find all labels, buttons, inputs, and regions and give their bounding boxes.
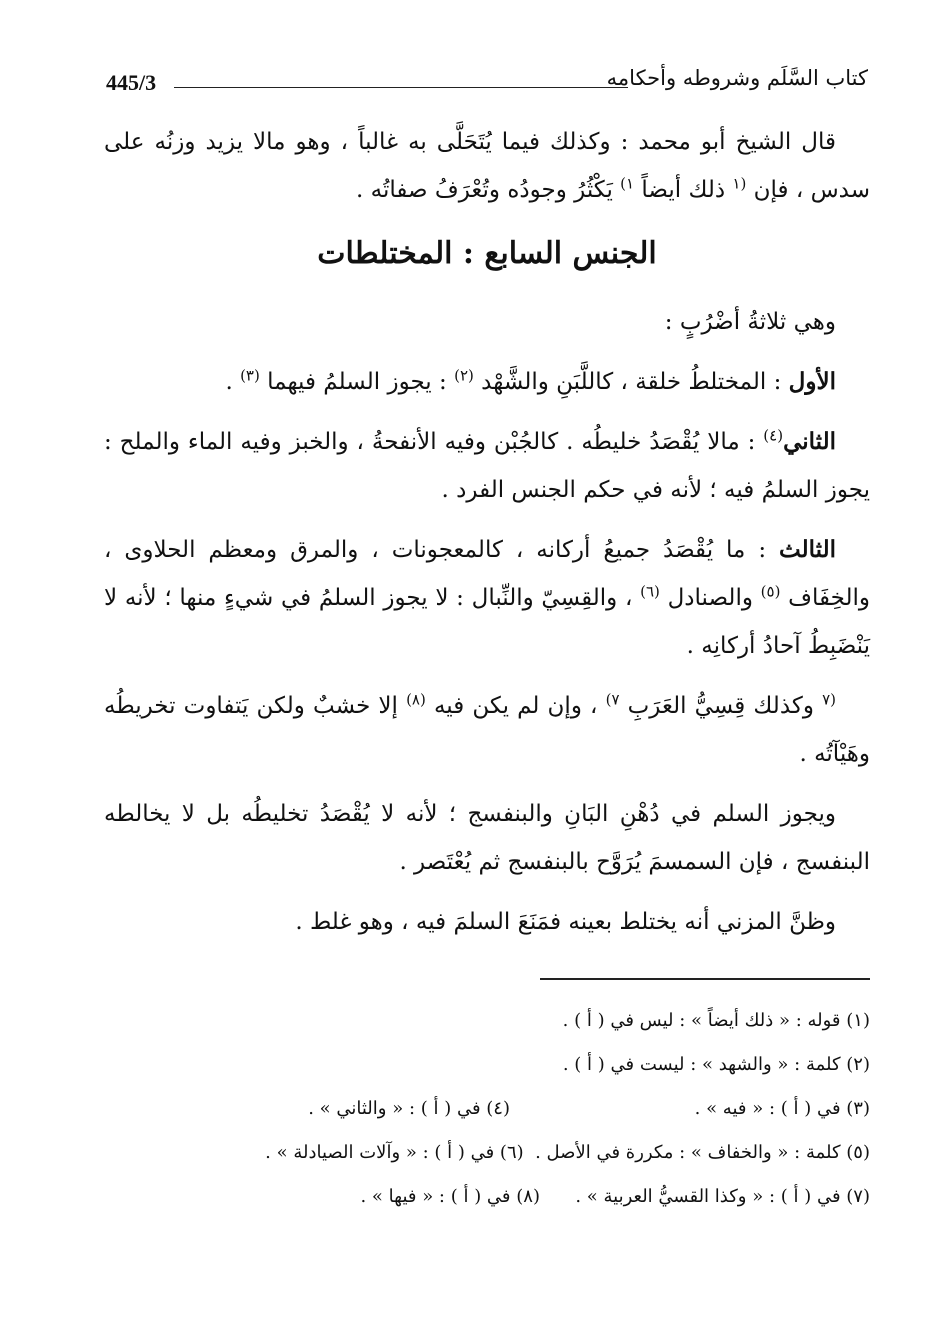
text: قال الشيخ أبو محمد : وكذلك فيما يُتَحَلَّى به غالباً ، وهو مالا يزيد وزنُه على سدس ، فإن [104,129,870,203]
footnote-4: (٤) في ( أ ) : « والثاني » . [308,1098,510,1119]
footnote-row [104,1142,870,1186]
paragraph-2: وهي ثلاثةُ أضْرُبٍ : [664,309,836,335]
footnote-ref: (٧ [822,690,836,709]
footnote-ref: (٦) [640,582,660,601]
text: يَكْثُرُ وجودُه وتُعْرَفُ صفاتُه . [356,177,621,203]
footnote-row [104,1010,870,1054]
footnote-7: (٧) في ( أ ) : « وكذا القسيُّ العربية » . [575,1186,870,1207]
footnote-2: (٢) كلمة : « والشهد » : ليست في ( أ ) . [562,1054,870,1075]
footnote-row [104,1054,870,1098]
text: ذلك أيضاً [634,177,733,203]
page-number: 445/3 [106,70,157,95]
paragraph-8: وظنَّ المزني أنه يختلط بعينه فمَنَعَ السلمَ فيه ، وهو غلط . [295,909,836,935]
paragraph-3 [104,358,870,406]
section-heading: الجنس السابع : المختلطات [317,236,657,271]
footnote-row [104,1186,870,1230]
text: وكذلك قِسِيُّ العَرَبِ [619,693,823,719]
text: ، والقِسِيّ والنِّبال : لا يجوز السلمُ في شيءٍ منها ؛ لأنه لا يَنْضَبِطُ آحادُ أركانِه . [104,585,870,659]
text: : ما يُقْصَدُ جميعُ أركانه ، كالمعجونات ، والمرق ومعظم الحلاوى ، والخِفَاف [104,537,870,611]
footnote-ref: ١) [620,174,635,193]
page-header [106,66,868,100]
footnote-5: (٥) كلمة : « والخفاف » : مكررة في الأصل . [535,1142,870,1163]
text: : يجوز السلمُ فيهما [259,369,455,395]
footnote-separator [540,978,870,980]
footnote-ref: (٥) [760,582,781,601]
lead-word: الثاني [783,428,836,455]
footnote-ref: ٧) [605,690,620,709]
running-title: كتاب السَّلَم وشروطه وأحكامه [606,66,868,90]
footnote-1: (١) قوله : « ذلك أيضاً » : ليس في ( أ ) . [562,1010,870,1031]
footnote-ref: (٨) [406,690,426,709]
paragraph-7: ويجوز السلم في دُهْنِ البَانِ والبنفسج ؛ لأنه لا يُقْصَدُ تخليطُه بل لا يخالطه البنفسج ، فإن السمسمَ يُرَوَّح بالبنفسج ثم يُعْتَصر . [104,801,870,875]
lead-word: الأول [788,368,836,395]
main-text [104,118,870,958]
footnote-6: (٦) في ( أ ) : « وآلات الصيادلة » . [265,1142,524,1163]
footnote-ref: (٣) [240,366,260,385]
text: والصنادل [659,585,761,611]
text: إلا خشبٌ ولكن يَتفاوت تخريطُه وهَيْآتُه . [104,693,870,767]
text: ، وإن لم يكن فيه [425,693,606,719]
footnote-ref: (٤) [763,426,784,445]
lead-word: الثالث [779,536,836,563]
footnote-row [104,1098,870,1142]
header-rule [174,87,628,88]
paragraph-5 [104,526,870,670]
paragraph-6 [104,682,870,778]
footnote-8: (٨) في ( أ ) : « فيها » . [360,1186,540,1207]
footnotes [104,1010,870,1230]
paragraph-4 [104,418,870,514]
footnote-ref: (٢) [454,366,474,385]
footnote-ref: (١ [732,174,747,193]
paragraph-1 [104,118,870,214]
text: : المختلطُ خلقة ، كاللَّبَنِ والشَّهْد [473,369,789,395]
text: : مالا يُقْصَدُ خليطُه . كالجُبْن وفيه الأنفحةُ ، والخبز وفيه الماء والملح : يجوز السلمُ فيه ؛ لأنه في حكم الجنس الفرد . [104,429,870,503]
footnote-3: (٣) في ( أ ) : « فيه » . [694,1098,870,1119]
text: . [225,369,241,395]
